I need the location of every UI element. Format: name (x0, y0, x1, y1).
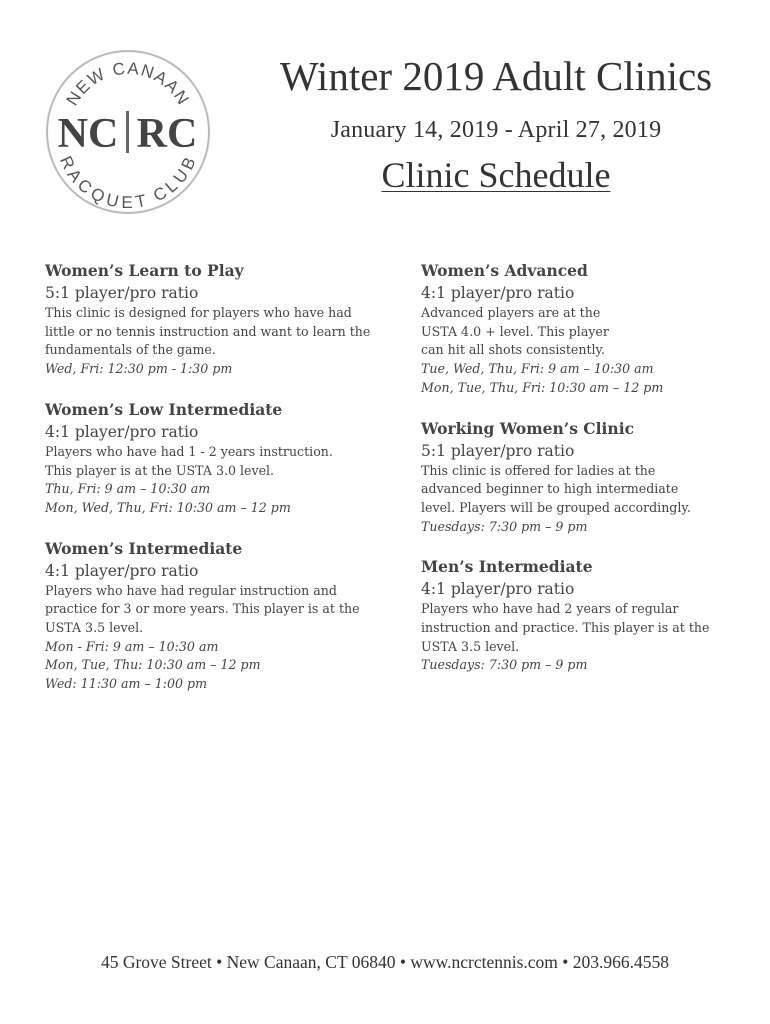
clinic-name: Women’s Intermediate (45, 538, 243, 558)
clinic-block (45, 399, 395, 518)
clinic-description-line: Advanced players are at the (421, 305, 601, 320)
svg-text:RC: RC (136, 111, 198, 157)
left-column (45, 260, 395, 714)
clinic-description-line: Players who have had regular instruction and (45, 582, 337, 598)
clinic-name: Working Women’s Clinic (421, 418, 635, 438)
svg-text:NEW CANAAN: NEW CANAAN (62, 58, 194, 109)
club-logo-seal (44, 48, 212, 216)
clinic-ratio: 4:1 player/pro ratio (45, 422, 199, 441)
clinic-block (421, 418, 741, 537)
clinic-ratio: 5:1 player/pro ratio (421, 441, 575, 460)
page-title: Winter 2019 Adult Clinics (279, 53, 713, 99)
clinic-ratio: 4:1 player/pro ratio (421, 580, 575, 599)
clinic-name: Men’s Intermediate (421, 557, 593, 577)
clinic-description-line: practice for 3 or more years. This player is at the (45, 601, 360, 617)
clinic-time: Mon, Wed, Thu, Fri: 10:30 am – 12 pm (45, 499, 291, 515)
clinic-block (45, 538, 395, 694)
clinic-description-line: instruction and practice. This player is at the (421, 620, 710, 636)
clinic-description-line: can hit all shots consistently. (421, 342, 605, 358)
clinic-time: Mon, Tue, Thu, Fri: 10:30 am – 12 pm (421, 379, 664, 395)
clinic-ratio: 4:1 player/pro ratio (45, 561, 199, 580)
clinic-description-line: USTA 3.5 level. (45, 620, 144, 636)
clinic-description-line: USTA 4.0 + level. This player (421, 323, 609, 339)
clinic-time: Mon - Fri: 9 am – 10:30 am (45, 638, 219, 654)
clinic-description-line: USTA 3.5 level. (421, 638, 520, 654)
clinic-ratio: 5:1 player/pro ratio (45, 284, 199, 302)
clinic-description-line: level. Players will be grouped accordingly. (421, 499, 691, 515)
clinic-description-line: Players who have had 2 years of regular (421, 601, 679, 617)
right-column (421, 260, 741, 695)
page-subtitle (246, 154, 746, 196)
clinic-time: Tuesdays: 7:30 pm – 9 pm (421, 518, 588, 534)
clinic-ratio: 4:1 player/pro ratio (421, 284, 575, 302)
page-header (246, 54, 746, 196)
date-range: January 14, 2019 - April 27, 2019 (330, 117, 662, 144)
clinic-description-line: fundamentals of the game. (45, 342, 216, 358)
clinic-description-line: advanced beginner to high intermediate (421, 481, 679, 497)
clinic-time: Tue, Wed, Thu, Fri: 9 am – 10:30 am (421, 361, 654, 377)
clinic-description-line: This clinic is offered for ladies at the (421, 462, 656, 478)
clinic-block (421, 260, 741, 398)
clinic-name: Women’s Learn to Play (45, 261, 244, 280)
club-logo (44, 48, 212, 216)
clinic-description-line: Players who have had 1 - 2 years instruction. (45, 443, 333, 459)
clinic-description-line: little or no tennis instruction and want to learn the (45, 323, 371, 339)
clinic-block (45, 260, 395, 379)
clinic-time: Mon, Tue, Thu: 10:30 am – 12 pm (45, 657, 261, 673)
clinic-time: Wed, Fri: 12:30 pm - 1:30 pm (45, 361, 233, 377)
svg-text:RACQUET CLUB: RACQUET CLUB (55, 153, 201, 213)
clinic-name: Women’s Advanced (421, 261, 588, 280)
svg-text:NC: NC (57, 111, 119, 157)
subtitle-text: Clinic Schedule (381, 155, 611, 196)
footer-contact: 45 Grove Street • New Canaan, CT 06840 • www.ncrctennis.com • 203.966.4558 (100, 952, 670, 972)
clinic-time: Tuesdays: 7:30 pm – 9 pm (421, 657, 588, 673)
clinic-time: Wed: 11:30 am – 1:00 pm (45, 676, 208, 692)
clinic-time: Thu, Fri: 9 am – 10:30 am (45, 481, 211, 497)
clinic-name: Women’s Low Intermediate (45, 399, 283, 419)
clinic-block (421, 556, 741, 675)
clinic-description-line: This player is at the USTA 3.0 level. (45, 462, 275, 478)
clinic-description-line: This clinic is designed for players who have had (45, 305, 352, 320)
